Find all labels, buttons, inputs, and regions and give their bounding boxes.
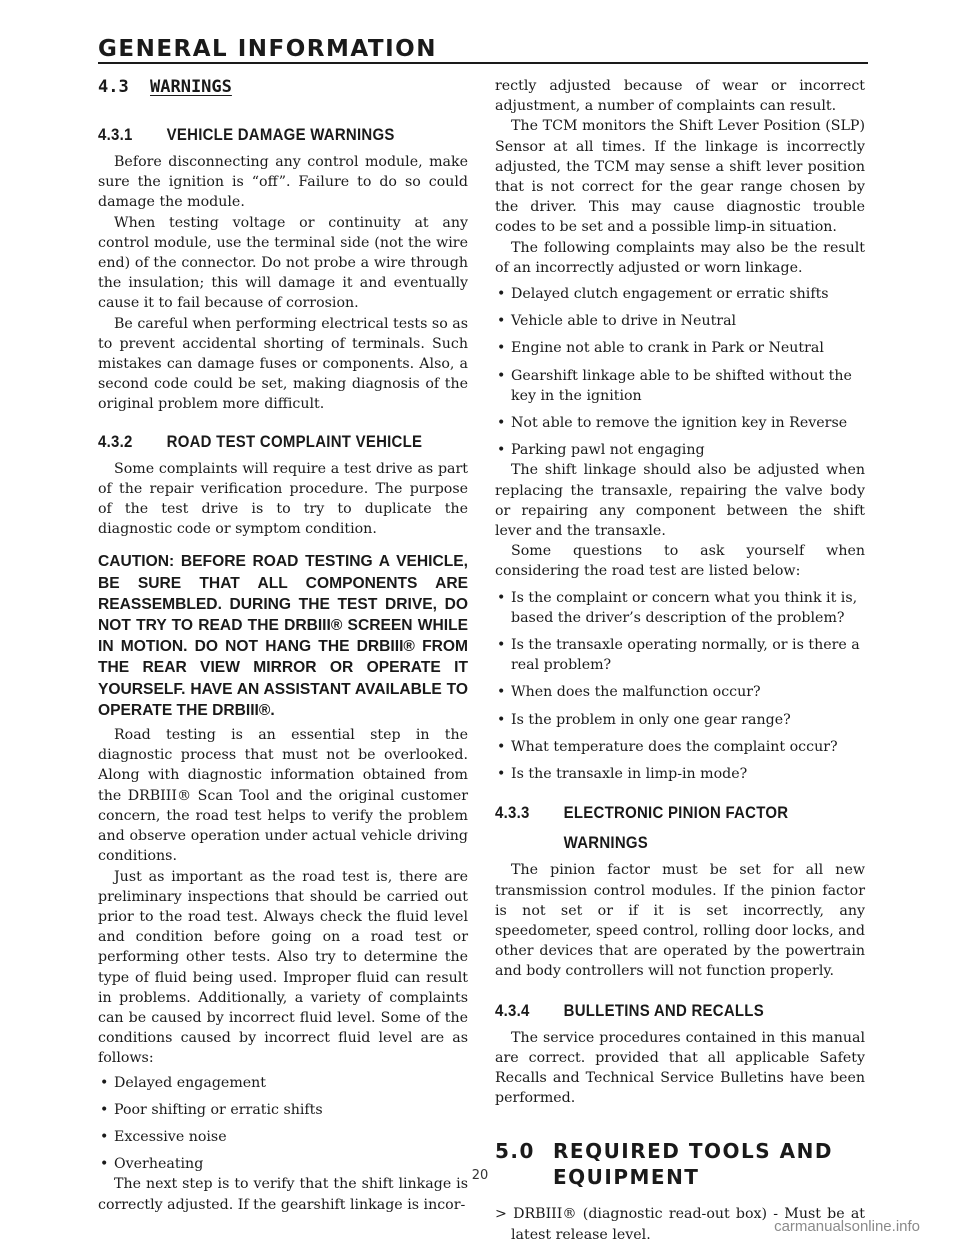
right-column xyxy=(495,76,865,1245)
paragraph: The TCM monitors the Shift Lever Position (SLP) Sensor at all times. If the linkage is incorrectly adjusted, the TCM may sense a shift lever position that is not correct for the gear range chosen by the driver. This may cause diagnostic trouble codes to be set and a possible limp-in situation. xyxy=(495,118,865,236)
road-test-question-list xyxy=(495,588,865,785)
page-header: GENERAL INFORMATION xyxy=(98,36,437,62)
subsection-heading-pinion-factor xyxy=(495,802,821,854)
paragraph: Road testing is an essential step in the diagnostic process that must not be overlooked. Along with diagnostic information obtained from the DRBIII® Scan Tool and the original customer concern, the road test helps to verify the problem and observe operation under actual vehicle driving conditions. xyxy=(98,727,468,865)
list-item: • Excessive noise xyxy=(98,1127,468,1147)
list-item: • Parking pawl not engaging xyxy=(495,440,865,460)
paragraph: The following complaints may also be the result of an incorrectly adjusted or worn linkage. xyxy=(495,239,865,276)
list-item: • Not able to remove the ignition key in Reverse xyxy=(495,413,865,433)
caution-notice: CAUTION: BEFORE ROAD TESTING A VEHICLE, BE SURE THAT ALL COMPONENTS ARE REASSEMBLED. DURING THE TEST DRIVE, DO NOT TRY TO READ THE DRBIII® SCREEN WHILE IN MOTION. DO NOT HANG THE DRBIII® FROM THE REAR VIEW MIRROR OR OPERATE IT YOURSELF. HAVE AN ASSISTANT AVAILABLE TO OPERATE THE DRBIII®. xyxy=(98,553,468,719)
list-item: • Is the problem in only one gear range? xyxy=(495,710,865,730)
paragraph: The service procedures contained in this manual are correct. provided that all applicable Safety Recalls and Technical Service Bulletins have been performed. xyxy=(495,1029,865,1107)
list-item: • Delayed clutch engagement or erratic shifts xyxy=(495,284,865,304)
subsection-heading-road-test xyxy=(98,431,424,453)
paragraph: Be careful when performing electrical tests so as to prevent accidental shorting of terminals. Such mistakes can damage fuses or components. Also, a second code could be set, making diagnosis of the original problem more difficult. xyxy=(98,315,468,413)
tool-item: > DRBIII® (diagnostic read-out box) - Must be at latest release level. xyxy=(495,1206,865,1243)
subsection-title: ROAD TEST COMPLAINT VEHICLE xyxy=(166,431,423,451)
fluid-condition-list xyxy=(98,1073,468,1175)
paragraph: Some questions to ask yourself when considering the road test are listed below: xyxy=(495,543,865,580)
subsection-number: 4.3.4 xyxy=(495,1000,530,1020)
list-item: • Overheating xyxy=(98,1154,468,1174)
section-number: 5.0 xyxy=(495,1139,535,1164)
paragraph: The next step is to verify that the shift linkage is correctly adjusted. If the gearshift linkage is incor- xyxy=(98,1176,468,1213)
header-rule xyxy=(98,62,868,64)
subsection-title: BULLETINS AND RECALLS xyxy=(563,1000,764,1020)
subsection-title-continued: WARNINGS xyxy=(563,833,649,853)
section-title-continued: EQUIPMENT xyxy=(553,1165,700,1190)
page-number: 20 xyxy=(471,1168,489,1183)
list-item: • Poor shifting or erratic shifts xyxy=(98,1100,468,1120)
paragraph: Before disconnecting any control module, make sure the ignition is “off”. Failure to do so could damage the module. xyxy=(98,154,468,211)
watermark: carmanualsonline.info xyxy=(774,1218,920,1235)
linkage-complaint-list xyxy=(495,284,865,460)
section-number: 4.3 xyxy=(98,77,129,97)
subsection-number: 4.3.2 xyxy=(98,431,133,451)
subsection-title: VEHICLE DAMAGE WARNINGS xyxy=(166,125,395,144)
subsection-number: 4.3.1 xyxy=(98,125,133,144)
list-item: • Is the complaint or concern what you think it is, based the driver’s description of the problem? xyxy=(495,588,865,628)
paragraph: Just as important as the road test is, there are preliminary inspections that should be carried out prior to the road test. Always check the fluid level and condition before going on a road test or performing other tests. Also try to determine the type of fluid being used. Improper fluid can result in problems. Additionally, a variety of complaints can be caused by incorrect fluid level. Some of the conditions caused by incorrect fluid level are as follows: xyxy=(98,868,468,1067)
subsection-number: 4.3.3 xyxy=(495,803,530,823)
paragraph: Some complaints will require a test drive as part of the repair verification procedure. The purpose of the test drive is to try to duplicate the diagnostic code or symptom condition. xyxy=(98,460,468,538)
list-item: • Is the transaxle operating normally, or is there a real problem? xyxy=(495,635,865,675)
subsection-heading-bulletins xyxy=(495,1000,821,1022)
list-item: • Is the transaxle in limp-in mode? xyxy=(495,764,865,784)
left-column xyxy=(98,76,468,1215)
list-item: • Engine not able to crank in Park or Neutral xyxy=(495,338,865,358)
list-item: • Gearshift linkage able to be shifted without the key in the ignition xyxy=(495,366,865,406)
paragraph: When testing voltage or continuity at any control module, use the terminal side (not the wire end) of the connector. Do not probe a wire through the insulation; this will damage it and eventually cause it to fail because of corrosion. xyxy=(98,214,468,312)
list-item: • What temperature does the complaint occur? xyxy=(495,737,865,757)
subsection-heading-vehicle-damage xyxy=(98,124,424,146)
paragraph: The shift linkage should also be adjusted when replacing the transaxle, repairing the valve body or repairing any component between the shift lever and the transaxle. xyxy=(495,462,865,540)
section-title: REQUIRED TOOLS AND xyxy=(553,1139,833,1164)
section-title: WARNINGS xyxy=(150,77,232,97)
section-heading-warnings xyxy=(98,76,468,98)
paragraph: rectly adjusted because of wear or incorrect adjustment, a number of complaints can result. xyxy=(495,78,865,115)
paragraph: The pinion factor must be set for all new transmission control modules. If the pinion factor is not set or if it is set incorrectly, any speedometer, speed control, rolling door locks, and other devices that are operated by the powertrain and body controllers will not function properly. xyxy=(495,862,865,980)
list-item: • Delayed engagement xyxy=(98,1073,468,1093)
subsection-title: ELECTRONIC PINION FACTOR xyxy=(563,803,789,823)
list-item: • When does the malfunction occur? xyxy=(495,682,865,702)
list-item: • Vehicle able to drive in Neutral xyxy=(495,311,865,331)
